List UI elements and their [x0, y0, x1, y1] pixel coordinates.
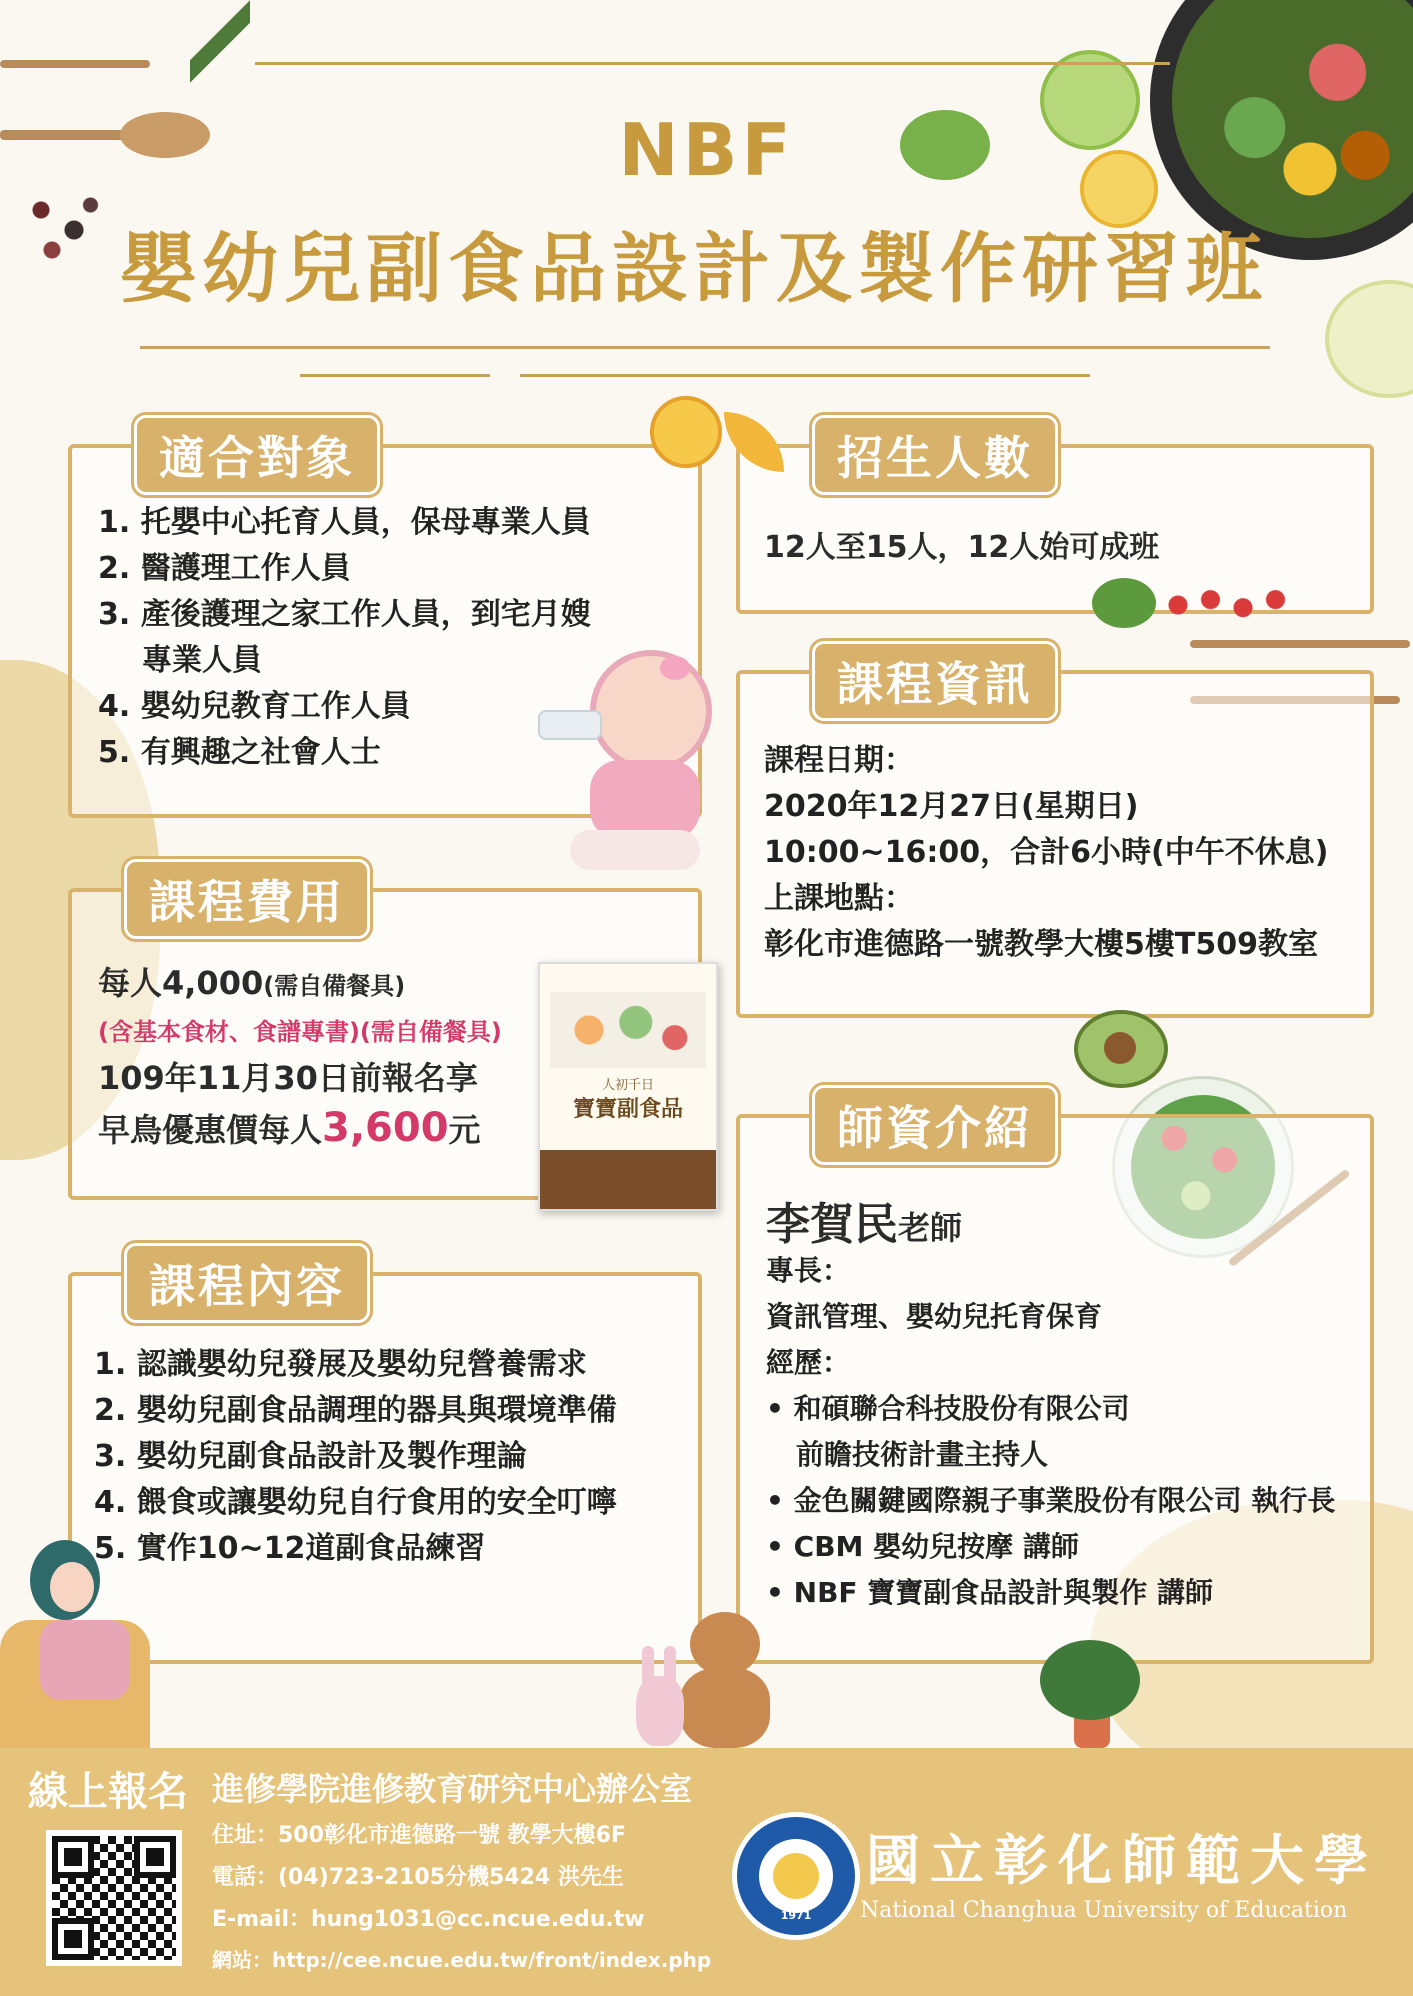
- herb-icon: [190, 0, 250, 90]
- list-item: 專業人員: [142, 643, 262, 678]
- course-place: 彰化市進德路一號教學大樓5樓T509教室: [764, 927, 1318, 962]
- recipe-book-cover: [538, 962, 718, 1211]
- experience-item: • CBM 嬰幼兒按摩 講師: [766, 1530, 1079, 1563]
- signup-label: 線上報名: [28, 1769, 188, 1815]
- experience-item: • 和碩聯合科技股份有限公司: [766, 1392, 1130, 1425]
- header-line-bottom: [140, 346, 1270, 349]
- fork-icon: [0, 60, 150, 68]
- soup-bowl-icon: [1325, 280, 1413, 398]
- tomatoes-icon: [1165, 578, 1295, 632]
- header-line-short-right: [520, 374, 1090, 377]
- specialty-label: 專長：: [766, 1254, 851, 1287]
- early-bird-deadline: 109年11月30日前報名享: [98, 1059, 478, 1097]
- address: 住址：500彰化市進德路一號 教學大樓6F: [212, 1823, 626, 1848]
- beans-icon: [8, 180, 118, 280]
- specialty: 資訊管理、嬰幼兒托育保育: [766, 1300, 1103, 1333]
- teacher-tag: 師資介紹: [812, 1085, 1058, 1165]
- experience-item: • NBF 寶寶副食品設計與製作 講師: [766, 1576, 1214, 1609]
- course-info-tag: 課程資訊: [812, 641, 1058, 721]
- basil-icon: [1092, 578, 1156, 628]
- list-item: 4. 嬰幼兒教育工作人員: [98, 689, 411, 724]
- phone: 電話：(04)723-2105分機5424 洪先生: [212, 1865, 624, 1890]
- list-item: 5. 有興趣之社會人士: [98, 735, 381, 770]
- enrollment-tag: 招生人數: [812, 415, 1058, 495]
- bunny-toy-icon: [630, 1646, 690, 1746]
- page-title: 嬰幼兒副食品設計及製作研習班: [120, 224, 1268, 313]
- experience-item: 前瞻技術計畫主持人: [796, 1438, 1049, 1471]
- list-item: 5. 實作10~12道副食品練習: [94, 1531, 486, 1566]
- book-subtitle: 人初千日: [601, 1078, 654, 1093]
- footer: [0, 1748, 1413, 1996]
- audience-tag: 適合對象: [134, 415, 380, 495]
- course-date: 2020年12月27日(星期日): [764, 789, 1139, 824]
- list-item: 1. 認識嬰幼兒發展及嬰幼兒營養需求: [94, 1347, 587, 1382]
- office-name: 進修學院進修教育研究中心辦公室: [212, 1770, 693, 1808]
- seal-year: 1971: [780, 1909, 812, 1922]
- teacher-name: 李賀民: [766, 1199, 898, 1250]
- early-bird-unit: 元: [448, 1111, 481, 1149]
- fee-price: 每人4,000: [98, 964, 264, 1002]
- lemon-wedge-icon: [724, 412, 784, 472]
- course-time: 10:00~16:00，合計6小時(中午不休息): [764, 835, 1329, 870]
- book-title: 寶寶副食品: [572, 1096, 683, 1122]
- baby-illustration: [560, 650, 700, 880]
- content-tag: 課程內容: [124, 1243, 370, 1323]
- list-item: 4. 餵食或讓嬰幼兒自行食用的安全叮嚀: [94, 1485, 617, 1520]
- list-item: 2. 嬰幼兒副食品調理的器具與環境準備: [94, 1393, 617, 1428]
- university-name-en: National Changhua University of Education: [860, 1898, 1348, 1923]
- early-bird-price: 3,600: [322, 1105, 449, 1151]
- course-info-list: [764, 738, 1328, 968]
- teacher-details: [766, 1248, 1335, 1616]
- teacher-heading: [766, 1188, 962, 1252]
- avocado-icon: [1074, 1010, 1168, 1088]
- fee-list: [98, 958, 502, 1155]
- list-item: 3. 產後護理之家工作人員，到宅月嫂: [98, 597, 591, 632]
- enrollment-text: 12人至15人，12人始可成班: [764, 530, 1160, 565]
- website: 網站：http://cee.ncue.edu.tw/front/index.php: [212, 1948, 712, 1972]
- audience-list: [98, 500, 591, 776]
- lemon-slice-icon: [650, 396, 722, 468]
- university-seal-logo: [732, 1812, 860, 1940]
- university-name-zh: 國立彰化師範大學: [866, 1828, 1378, 1892]
- fee-tag: 課程費用: [124, 859, 370, 939]
- course-place-label: 上課地點：: [764, 881, 914, 916]
- experience-item: • 金色關鍵國際親子事業股份有限公司 執行長: [766, 1484, 1336, 1517]
- header-line-top: [255, 62, 1170, 65]
- content-list: [94, 1342, 617, 1572]
- list-item: 1. 托嬰中心托育人員，保母專業人員: [98, 505, 591, 540]
- list-item: 2. 醫護理工作人員: [98, 551, 351, 586]
- fee-note: (需自備餐具): [263, 972, 406, 1000]
- fee-includes: (含基本食材、食譜專書)(需自備餐具): [98, 1018, 502, 1046]
- course-date-label: 課程日期：: [764, 743, 914, 778]
- qr-code[interactable]: [46, 1830, 182, 1966]
- early-bird-label: 早鳥優惠價每人: [98, 1111, 323, 1149]
- header-line-short-left: [300, 374, 490, 377]
- teddy-bear-icon: [680, 1612, 770, 1748]
- mother-baby-illustration: [0, 1540, 190, 1750]
- wooden-spoon-icon: [1190, 640, 1410, 648]
- book-photo: [550, 992, 706, 1068]
- potted-plant-icon: [1040, 1620, 1140, 1748]
- book-wood-strip: [540, 1150, 716, 1209]
- experience-label: 經歷：: [766, 1346, 851, 1379]
- email: E-mail：hung1031@cc.ncue.edu.tw: [212, 1907, 645, 1932]
- list-item: 3. 嬰幼兒副食品設計及製作理論: [94, 1439, 527, 1474]
- teacher-title: 老師: [898, 1209, 963, 1247]
- page-title-en: NBF: [618, 108, 795, 192]
